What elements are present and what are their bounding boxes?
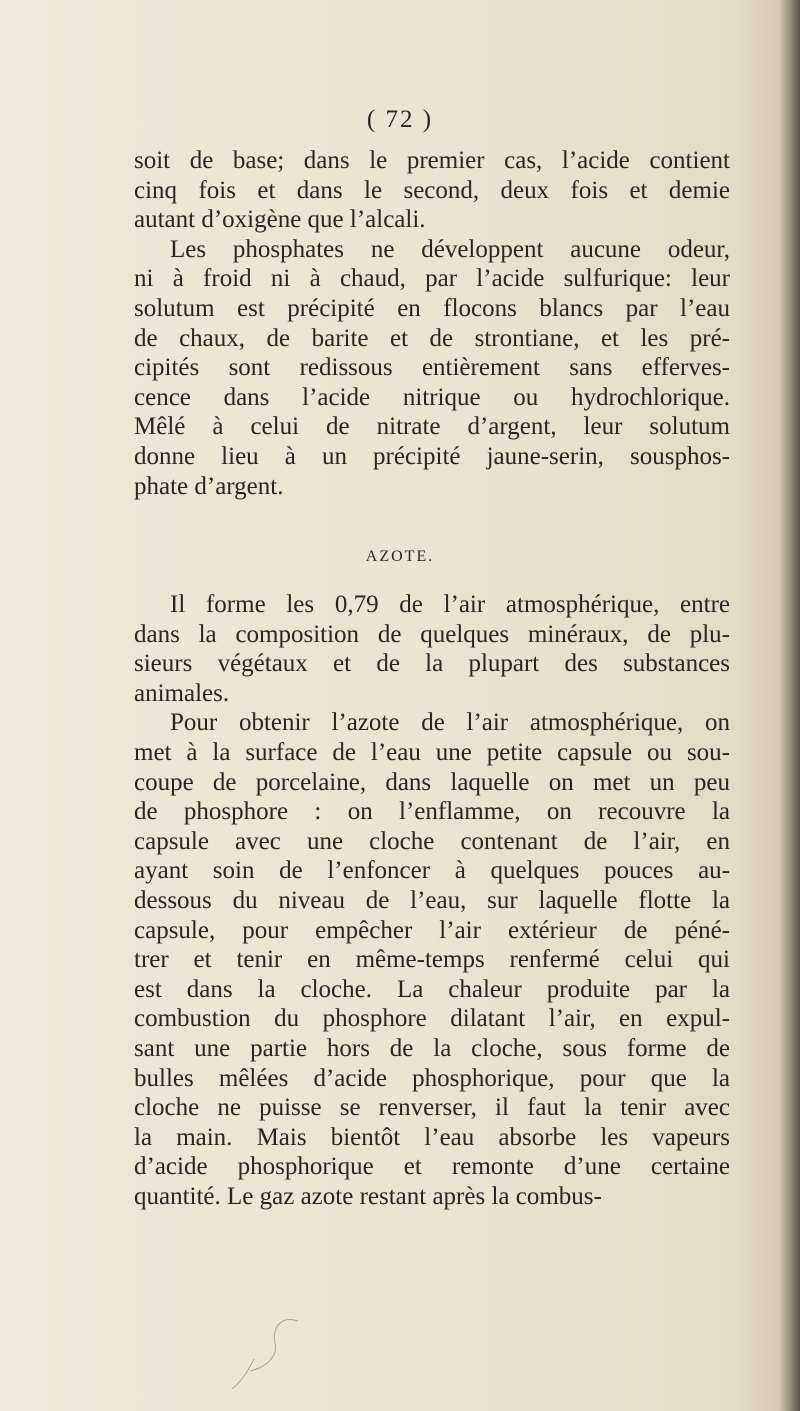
text-line: Pour obtenir l’azote de l’air atmosphérique, on bbox=[170, 709, 730, 737]
paragraph bbox=[134, 235, 730, 501]
text-line: combustion du phosphore dilatant l’air, en expul- bbox=[134, 1005, 730, 1033]
text-line: cipités sont redissous entièrement sans efferves- bbox=[134, 354, 730, 382]
page-number: ( 72 ) bbox=[366, 106, 434, 133]
text-line: soit de base; dans le premier cas, l’acide contient bbox=[134, 147, 730, 174]
text-line: Il forme les 0,79 de l’air atmosphérique, entre bbox=[170, 591, 730, 618]
text-line: capsule, pour empêcher l’air extérieur de péné- bbox=[134, 916, 730, 944]
text-line: de phosphore : on l’enflamme, on recouvre la bbox=[134, 798, 730, 826]
paragraph bbox=[134, 590, 730, 708]
paragraph bbox=[134, 708, 730, 1211]
text-block-bottom bbox=[134, 590, 730, 1211]
text-line: cinq fois et dans le second, deux fois et demie bbox=[134, 176, 730, 204]
text-line: coupe de porcelaine, dans laquelle on met un peu bbox=[134, 768, 730, 796]
text-line: capsule avec une cloche contenant de l’air, en bbox=[134, 827, 730, 855]
pencil-mark bbox=[220, 1315, 310, 1395]
paragraph bbox=[134, 146, 730, 235]
text-line: bulles mêlées d’acide phosphorique, pour que la bbox=[134, 1064, 730, 1092]
text-line: sant une partie hors de la cloche, sous forme de bbox=[134, 1034, 730, 1062]
text-line: trer et tenir en même-temps renfermé celui qui bbox=[134, 946, 730, 974]
text-line: d’acide phosphorique et remonte d’une certaine bbox=[134, 1153, 730, 1181]
text-line: cloche ne puisse se renverser, il faut la tenir avec bbox=[134, 1094, 730, 1122]
text-line: ni à froid ni à chaud, par l’acide sulfurique: leur bbox=[134, 265, 730, 293]
text-line: dans la composition de quelques minéraux, de plu- bbox=[134, 620, 730, 648]
text-block-top bbox=[134, 146, 730, 501]
text-line: animales. bbox=[134, 679, 230, 707]
text-line: quantité. Le gaz azote restant après la combus- bbox=[134, 1182, 602, 1210]
text-line: sieurs végétaux et de la plupart des substances bbox=[134, 650, 730, 678]
text-line: dessous du niveau de l’eau, sur laquelle flotte la bbox=[134, 886, 730, 914]
text-line: ayant soin de l’enfoncer à quelques pouces au- bbox=[134, 857, 730, 885]
section-heading: AZOTE. bbox=[365, 548, 435, 565]
text-line: Mêlé à celui de nitrate d’argent, leur solutum bbox=[134, 413, 730, 441]
text-line: cence dans l’acide nitrique ou hydrochlorique. bbox=[134, 383, 730, 411]
text-line: de chaux, de barite et de strontiane, et les pré- bbox=[134, 324, 730, 352]
text-line: est dans la cloche. La chaleur produite par la bbox=[134, 975, 730, 1003]
text-line: phate d’argent. bbox=[134, 472, 284, 500]
text-line: met à la surface de l’eau une petite capsule ou sou- bbox=[134, 738, 730, 766]
text-line: solutum est précipité en flocons blancs par l’eau bbox=[134, 294, 730, 322]
text-line: la main. Mais bientôt l’eau absorbe les vapeurs bbox=[134, 1123, 730, 1151]
page-edge-shadow bbox=[778, 0, 800, 1411]
text-line: Les phosphates ne développent aucune odeur, bbox=[170, 235, 730, 263]
text-line: autant d’oxigène que l’alcali. bbox=[134, 206, 426, 234]
text-line: donne lieu à un précipité jaune-serin, sousphos- bbox=[134, 442, 730, 470]
